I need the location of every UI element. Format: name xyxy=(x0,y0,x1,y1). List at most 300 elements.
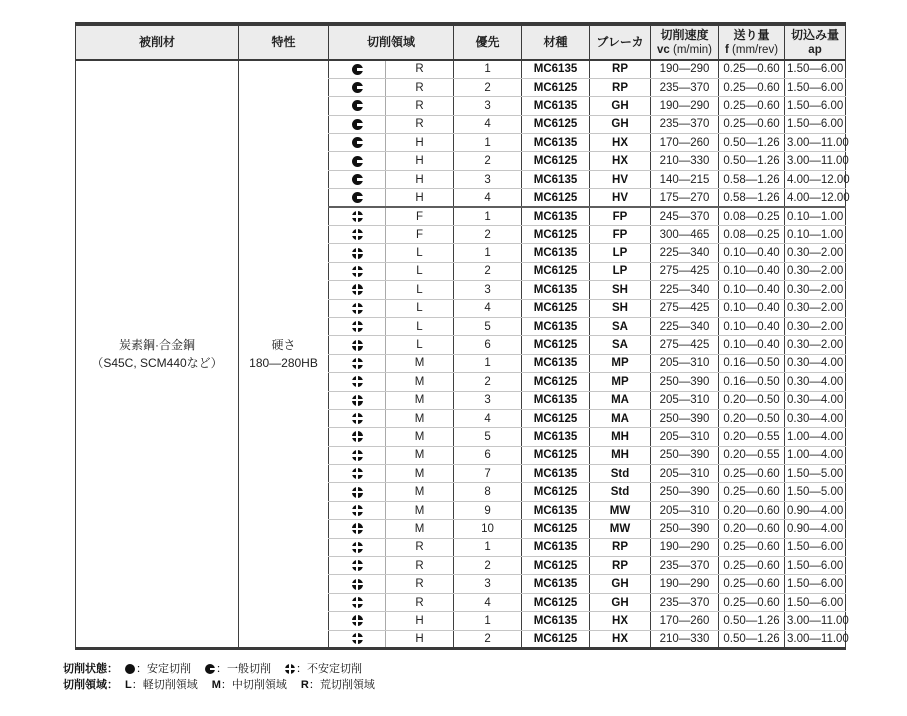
cell-priority: 1 xyxy=(454,60,522,78)
unstable-cutting-icon xyxy=(352,266,363,277)
legend-region-r-text: ：荒切削領域 xyxy=(308,679,375,691)
cell-depth-of-cut: 1.50—6.00 xyxy=(785,538,846,556)
cell-breaker: LP xyxy=(590,262,651,280)
cell-grade: MC6135 xyxy=(522,134,590,152)
cell-depth-of-cut: 1.50—6.00 xyxy=(785,78,846,96)
cell-priority: 4 xyxy=(454,409,522,427)
cell-cutting-state xyxy=(329,428,386,446)
cell-cutting-speed: 190—290 xyxy=(651,538,719,556)
cell-depth-of-cut: 0.30—2.00 xyxy=(785,317,846,335)
unstable-cutting-icon xyxy=(352,560,363,571)
cell-region: H xyxy=(386,630,454,648)
cell-grade: MC6135 xyxy=(522,391,590,409)
cell-region: R xyxy=(386,593,454,611)
general-cutting-icon xyxy=(352,137,363,148)
work-material-name: 炭素鋼·合金鋼 xyxy=(119,338,195,352)
cell-breaker: SA xyxy=(590,317,651,335)
legend-item-region-l xyxy=(125,677,198,693)
cell-priority: 5 xyxy=(454,428,522,446)
cell-depth-of-cut: 1.00—4.00 xyxy=(785,428,846,446)
cell-grade: MC6135 xyxy=(522,575,590,593)
general-cutting-icon xyxy=(352,100,363,111)
cell-breaker: HX xyxy=(590,612,651,630)
cell-feed: 0.10—0.40 xyxy=(719,262,785,280)
cell-breaker: FP xyxy=(590,207,651,225)
cell-region: F xyxy=(386,207,454,225)
cell-grade: MC6135 xyxy=(522,538,590,556)
cell-priority: 9 xyxy=(454,501,522,519)
cell-region: R xyxy=(386,575,454,593)
cell-feed: 0.10—0.40 xyxy=(719,299,785,317)
header-cutting-region: 切削領域 xyxy=(329,24,454,60)
cell-cutting-state xyxy=(329,593,386,611)
cell-breaker: HV xyxy=(590,189,651,207)
header-depth-sym: ap xyxy=(808,43,822,56)
cell-depth-of-cut: 3.00—11.00 xyxy=(785,134,846,152)
cell-region: R xyxy=(386,557,454,575)
cell-cutting-state xyxy=(329,630,386,648)
cell-priority: 3 xyxy=(454,391,522,409)
cell-priority: 3 xyxy=(454,170,522,188)
cell-grade: MC6135 xyxy=(522,317,590,335)
table-body xyxy=(76,60,850,649)
cutting-conditions-table xyxy=(75,22,850,650)
cell-region: L xyxy=(386,317,454,335)
cell-feed: 0.25—0.60 xyxy=(719,483,785,501)
cell-cutting-speed: 190—290 xyxy=(651,60,719,78)
legend-item-general xyxy=(205,661,271,677)
cell-cutting-speed: 275—425 xyxy=(651,336,719,354)
header-feed-title: 送り量 xyxy=(733,27,770,42)
unstable-cutting-icon xyxy=(352,431,363,442)
unstable-cutting-icon xyxy=(285,664,295,674)
cell-region: M xyxy=(386,446,454,464)
table-row xyxy=(76,60,846,78)
cell-breaker: GH xyxy=(590,593,651,611)
cell-depth-of-cut: 1.50—6.00 xyxy=(785,97,846,115)
header-feed-unit: f (mm/rev) xyxy=(725,43,779,56)
general-cutting-icon xyxy=(205,664,215,674)
cell-cutting-speed: 205—310 xyxy=(651,391,719,409)
cell-feed: 0.16—0.50 xyxy=(719,354,785,372)
cell-priority: 10 xyxy=(454,520,522,538)
legend-cutting-state-row xyxy=(63,661,389,677)
cell-cutting-state xyxy=(329,60,386,78)
cell-feed: 0.25—0.60 xyxy=(719,557,785,575)
cell-cutting-speed: 250—390 xyxy=(651,483,719,501)
cell-priority: 1 xyxy=(454,134,522,152)
cell-priority: 3 xyxy=(454,281,522,299)
cell-priority: 2 xyxy=(454,630,522,648)
cell-feed: 0.25—0.60 xyxy=(719,78,785,96)
cell-breaker: HX xyxy=(590,630,651,648)
cell-cutting-speed: 210—330 xyxy=(651,630,719,648)
cell-cutting-speed: 245—370 xyxy=(651,207,719,225)
cell-priority: 3 xyxy=(454,97,522,115)
cell-depth-of-cut: 3.00—11.00 xyxy=(785,612,846,630)
cell-feed: 0.16—0.50 xyxy=(719,373,785,391)
cell-depth-of-cut: 1.50—6.00 xyxy=(785,60,846,78)
general-cutting-icon xyxy=(352,82,363,93)
cell-cutting-state xyxy=(329,189,386,207)
cell-feed: 0.50—1.26 xyxy=(719,152,785,170)
unstable-cutting-icon xyxy=(352,615,363,626)
legend-key-r: R xyxy=(300,679,309,691)
cell-cutting-state xyxy=(329,152,386,170)
unstable-cutting-icon xyxy=(352,284,363,295)
cell-feed: 0.25—0.60 xyxy=(719,97,785,115)
legend xyxy=(63,661,389,693)
cell-depth-of-cut: 0.30—4.00 xyxy=(785,391,846,409)
cell-priority: 6 xyxy=(454,446,522,464)
cell-cutting-state xyxy=(329,281,386,299)
header-breaker: ブレーカ xyxy=(590,24,651,60)
cell-priority: 7 xyxy=(454,465,522,483)
cell-grade: MC6125 xyxy=(522,593,590,611)
cell-cutting-speed: 205—310 xyxy=(651,465,719,483)
cell-cutting-state xyxy=(329,409,386,427)
unstable-cutting-icon xyxy=(352,450,363,461)
header-cutting-speed xyxy=(651,24,719,60)
cell-cutting-speed: 225—340 xyxy=(651,244,719,262)
cell-depth-of-cut: 0.90—4.00 xyxy=(785,520,846,538)
cell-region: M xyxy=(386,520,454,538)
cell-breaker: MP xyxy=(590,373,651,391)
cell-region: H xyxy=(386,134,454,152)
cell-region: L xyxy=(386,244,454,262)
cell-feed: 0.25—0.60 xyxy=(719,60,785,78)
cell-cutting-speed: 250—390 xyxy=(651,520,719,538)
header-cutting-speed-unit: vc (m/min) xyxy=(657,43,712,56)
cell-cutting-speed: 235—370 xyxy=(651,78,719,96)
cell-grade: MC6135 xyxy=(522,501,590,519)
cell-cutting-speed: 210—330 xyxy=(651,152,719,170)
cell-cutting-speed: 250—390 xyxy=(651,373,719,391)
cell-feed: 0.25—0.60 xyxy=(719,115,785,133)
unstable-cutting-icon xyxy=(352,597,363,608)
cell-depth-of-cut: 0.30—2.00 xyxy=(785,299,846,317)
cell-breaker: LP xyxy=(590,244,651,262)
cell-feed: 0.08—0.25 xyxy=(719,207,785,225)
cell-cutting-state xyxy=(329,501,386,519)
unstable-cutting-icon xyxy=(352,229,363,240)
legend-item-region-r xyxy=(301,677,375,693)
cell-feed: 0.50—1.26 xyxy=(719,612,785,630)
cell-region: M xyxy=(386,501,454,519)
cell-depth-of-cut: 0.10—1.00 xyxy=(785,226,846,244)
cell-cutting-state xyxy=(329,317,386,335)
cell-priority: 1 xyxy=(454,244,522,262)
cell-cutting-state xyxy=(329,465,386,483)
unstable-cutting-icon xyxy=(352,303,363,314)
header-property: 特性 xyxy=(239,24,329,60)
cell-priority: 4 xyxy=(454,189,522,207)
cell-cutting-state xyxy=(329,612,386,630)
cell-grade: MC6125 xyxy=(522,299,590,317)
cell-cutting-state xyxy=(329,446,386,464)
header-depth-title: 切込み量 xyxy=(791,27,840,42)
cell-depth-of-cut: 1.00—4.00 xyxy=(785,446,846,464)
legend-cutting-region-label: 切削領域： xyxy=(63,679,118,691)
cell-priority: 2 xyxy=(454,373,522,391)
cell-breaker: MH xyxy=(590,446,651,464)
cell-grade: MC6135 xyxy=(522,281,590,299)
legend-region-l-text: ：軽切削領域 xyxy=(131,679,198,691)
cell-region: M xyxy=(386,409,454,427)
cell-cutting-speed: 170—260 xyxy=(651,612,719,630)
legend-general-text: ：一般切削 xyxy=(216,663,271,675)
unstable-cutting-icon xyxy=(352,487,363,498)
cell-grade: MC6125 xyxy=(522,483,590,501)
cell-grade: MC6125 xyxy=(522,78,590,96)
cell-depth-of-cut: 1.50—6.00 xyxy=(785,557,846,575)
cell-region: H xyxy=(386,152,454,170)
table-header xyxy=(76,24,846,60)
cell-feed: 0.25—0.60 xyxy=(719,575,785,593)
cell-cutting-speed: 235—370 xyxy=(651,557,719,575)
cell-region: L xyxy=(386,262,454,280)
cell-breaker: HX xyxy=(590,134,651,152)
cell-breaker: GH xyxy=(590,575,651,593)
cell-region: M xyxy=(386,373,454,391)
cell-depth-of-cut: 0.30—2.00 xyxy=(785,281,846,299)
cell-cutting-state xyxy=(329,575,386,593)
cell-breaker: MH xyxy=(590,428,651,446)
cell-cutting-speed: 235—370 xyxy=(651,593,719,611)
cell-cutting-state xyxy=(329,262,386,280)
cell-cutting-state xyxy=(329,557,386,575)
cell-cutting-state xyxy=(329,483,386,501)
cell-breaker: Std xyxy=(590,483,651,501)
cell-priority: 2 xyxy=(454,557,522,575)
cell-breaker: RP xyxy=(590,60,651,78)
cell-region: M xyxy=(386,354,454,372)
cell-cutting-speed: 235—370 xyxy=(651,115,719,133)
cell-breaker: MA xyxy=(590,391,651,409)
cell-cutting-state xyxy=(329,226,386,244)
cell-grade: MC6135 xyxy=(522,428,590,446)
legend-item-unstable xyxy=(285,661,362,677)
cell-grade: MC6125 xyxy=(522,152,590,170)
cell-feed: 0.20—0.60 xyxy=(719,520,785,538)
cell-breaker: GH xyxy=(590,97,651,115)
cell-cutting-speed: 205—310 xyxy=(651,428,719,446)
cell-breaker: GH xyxy=(590,115,651,133)
cell-cutting-state xyxy=(329,134,386,152)
unstable-cutting-icon xyxy=(352,523,363,534)
cell-priority: 1 xyxy=(454,612,522,630)
cell-cutting-speed: 225—340 xyxy=(651,317,719,335)
cell-breaker: SA xyxy=(590,336,651,354)
cell-region: R xyxy=(386,538,454,556)
cell-cutting-state xyxy=(329,244,386,262)
unstable-cutting-icon xyxy=(352,395,363,406)
cell-grade: MC6125 xyxy=(522,557,590,575)
cell-grade: MC6135 xyxy=(522,612,590,630)
cell-depth-of-cut: 0.30—2.00 xyxy=(785,336,846,354)
cell-cutting-state xyxy=(329,391,386,409)
legend-region-m-text: ：中切削領域 xyxy=(220,679,287,691)
cell-feed: 0.20—0.50 xyxy=(719,391,785,409)
cell-cutting-speed: 175—270 xyxy=(651,189,719,207)
cell-grade: MC6125 xyxy=(522,262,590,280)
cell-depth-of-cut: 0.30—2.00 xyxy=(785,244,846,262)
cell-region: M xyxy=(386,428,454,446)
cell-cutting-state xyxy=(329,115,386,133)
cell-cutting-speed: 300—465 xyxy=(651,226,719,244)
cell-cutting-speed: 170—260 xyxy=(651,134,719,152)
cell-region: M xyxy=(386,465,454,483)
legend-cutting-state-label: 切削状態： xyxy=(63,663,118,675)
header-grade: 材種 xyxy=(522,24,590,60)
legend-item-stable xyxy=(125,661,191,677)
cell-region: H xyxy=(386,189,454,207)
cell-region: H xyxy=(386,170,454,188)
cell-feed: 0.20—0.50 xyxy=(719,409,785,427)
unstable-cutting-icon xyxy=(352,633,363,644)
cell-depth-of-cut: 3.00—11.00 xyxy=(785,630,846,648)
cell-grade: MC6125 xyxy=(522,409,590,427)
cell-depth-of-cut: 1.50—6.00 xyxy=(785,575,846,593)
unstable-cutting-icon xyxy=(352,579,363,590)
cell-cutting-speed: 275—425 xyxy=(651,262,719,280)
cell-priority: 1 xyxy=(454,207,522,225)
header-priority: 優先 xyxy=(454,24,522,60)
cell-feed: 0.10—0.40 xyxy=(719,317,785,335)
cell-cutting-state xyxy=(329,170,386,188)
unstable-cutting-icon xyxy=(352,321,363,332)
legend-key-m: M xyxy=(211,679,221,691)
cell-priority: 1 xyxy=(454,538,522,556)
legend-cutting-region-row xyxy=(63,677,389,693)
cell-cutting-state xyxy=(329,299,386,317)
cell-priority: 5 xyxy=(454,317,522,335)
cell-depth-of-cut: 4.00—12.00 xyxy=(785,170,846,188)
cell-grade: MC6135 xyxy=(522,465,590,483)
header-feed xyxy=(719,24,785,60)
legend-key-l: L xyxy=(125,679,132,691)
cell-cutting-speed: 190—290 xyxy=(651,97,719,115)
cell-grade: MC6125 xyxy=(522,630,590,648)
cell-breaker: SH xyxy=(590,281,651,299)
unstable-cutting-icon xyxy=(352,468,363,479)
cell-priority: 4 xyxy=(454,299,522,317)
cell-grade: MC6135 xyxy=(522,60,590,78)
cell-depth-of-cut: 1.50—5.00 xyxy=(785,465,846,483)
cell-feed: 0.20—0.60 xyxy=(719,501,785,519)
cell-depth-of-cut: 1.50—5.00 xyxy=(785,483,846,501)
cell-cutting-speed: 140—215 xyxy=(651,170,719,188)
cell-priority: 3 xyxy=(454,575,522,593)
property-hardness-value: 180—280HB xyxy=(249,356,318,370)
cell-cutting-speed: 205—310 xyxy=(651,354,719,372)
unstable-cutting-icon xyxy=(352,376,363,387)
cell-depth-of-cut: 3.00—11.00 xyxy=(785,152,846,170)
cell-priority: 2 xyxy=(454,152,522,170)
cell-feed: 0.08—0.25 xyxy=(719,226,785,244)
cell-feed: 0.20—0.55 xyxy=(719,428,785,446)
stable-cutting-icon xyxy=(125,664,135,674)
unstable-cutting-icon xyxy=(352,413,363,424)
cell-breaker: MW xyxy=(590,520,651,538)
cell-depth-of-cut: 0.30—4.00 xyxy=(785,373,846,391)
cell-cutting-state xyxy=(329,97,386,115)
cell-depth-of-cut: 0.30—4.00 xyxy=(785,354,846,372)
cell-depth-of-cut: 4.00—12.00 xyxy=(785,189,846,207)
unstable-cutting-icon xyxy=(352,505,363,516)
cell-region: L xyxy=(386,336,454,354)
cell-breaker: MA xyxy=(590,409,651,427)
cell-grade: MC6125 xyxy=(522,336,590,354)
general-cutting-icon xyxy=(352,64,363,75)
cell-breaker: Std xyxy=(590,465,651,483)
cell-cutting-state xyxy=(329,336,386,354)
general-cutting-icon xyxy=(352,192,363,203)
cell-feed: 0.10—0.40 xyxy=(719,336,785,354)
cell-priority: 2 xyxy=(454,78,522,96)
cell-grade: MC6125 xyxy=(522,373,590,391)
legend-item-region-m xyxy=(212,677,287,693)
general-cutting-icon xyxy=(352,119,363,130)
cell-feed: 0.58—1.26 xyxy=(719,189,785,207)
cell-feed: 0.50—1.26 xyxy=(719,630,785,648)
cell-cutting-state xyxy=(329,78,386,96)
cell-breaker: HX xyxy=(590,152,651,170)
cell-depth-of-cut: 1.50—6.00 xyxy=(785,115,846,133)
cell-grade: MC6135 xyxy=(522,354,590,372)
cell-breaker: RP xyxy=(590,78,651,96)
unstable-cutting-icon xyxy=(352,358,363,369)
cell-priority: 2 xyxy=(454,262,522,280)
cell-cutting-state xyxy=(329,520,386,538)
cell-depth-of-cut: 0.30—4.00 xyxy=(785,409,846,427)
cell-priority: 6 xyxy=(454,336,522,354)
cell-grade: MC6135 xyxy=(522,207,590,225)
cell-feed: 0.25—0.60 xyxy=(719,593,785,611)
cell-region: F xyxy=(386,226,454,244)
cell-feed: 0.58—1.26 xyxy=(719,170,785,188)
cell-feed: 0.10—0.40 xyxy=(719,281,785,299)
cell-depth-of-cut: 0.30—2.00 xyxy=(785,262,846,280)
cell-breaker: MW xyxy=(590,501,651,519)
cell-region: M xyxy=(386,391,454,409)
cell-depth-of-cut: 1.50—6.00 xyxy=(785,593,846,611)
cell-region: R xyxy=(386,115,454,133)
cell-grade: MC6125 xyxy=(522,446,590,464)
cell-breaker: HV xyxy=(590,170,651,188)
cell-cutting-state xyxy=(329,207,386,225)
unstable-cutting-icon xyxy=(352,340,363,351)
cell-cutting-state xyxy=(329,354,386,372)
cell-region: H xyxy=(386,612,454,630)
cell-feed: 0.10—0.40 xyxy=(719,244,785,262)
cell-cutting-speed: 190—290 xyxy=(651,575,719,593)
cell-region: R xyxy=(386,60,454,78)
property-hardness-label: 硬さ xyxy=(271,338,296,352)
cell-grade: MC6125 xyxy=(522,189,590,207)
cell-priority: 4 xyxy=(454,115,522,133)
cell-priority: 4 xyxy=(454,593,522,611)
cell-breaker: FP xyxy=(590,226,651,244)
cell-region: L xyxy=(386,281,454,299)
cell-priority: 1 xyxy=(454,354,522,372)
work-material-cell xyxy=(76,60,239,649)
header-work-material: 被削材 xyxy=(76,24,239,60)
cell-cutting-speed: 225—340 xyxy=(651,281,719,299)
general-cutting-icon xyxy=(352,174,363,185)
cell-grade: MC6125 xyxy=(522,226,590,244)
unstable-cutting-icon xyxy=(352,248,363,259)
